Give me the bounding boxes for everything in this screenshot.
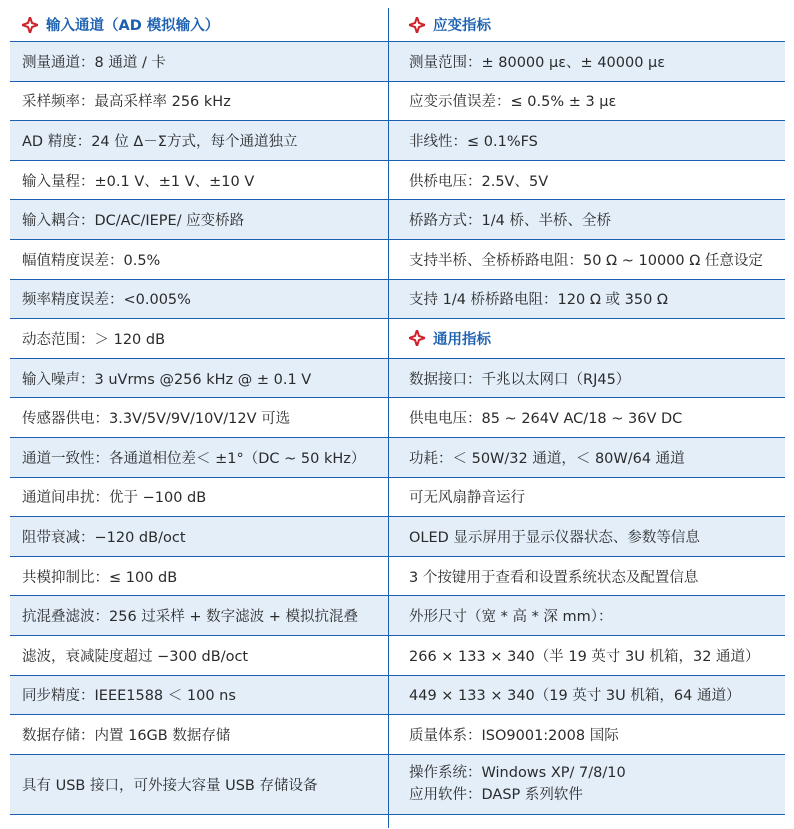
right-column <box>389 8 785 828</box>
spec-text: 应变示值误差：≤ 0.5% ± 3 με <box>409 94 617 111</box>
spec-row <box>389 121 785 161</box>
spec-row <box>389 398 785 438</box>
section-header-general <box>389 319 785 359</box>
spec-row <box>389 359 785 399</box>
spec-row <box>10 200 388 240</box>
spec-table <box>10 8 785 828</box>
spec-row <box>10 398 388 438</box>
spec-text: 幅值精度误差：0.5% <box>22 252 161 269</box>
spec-text: 应用软件：DASP 系列软件 <box>409 787 583 804</box>
spec-row <box>10 478 388 518</box>
spec-row <box>10 596 388 636</box>
spec-text: 动态范围：＞ 120 dB <box>22 331 166 348</box>
spec-text: 输入量程：±0.1 V、±1 V、±10 V <box>22 173 255 190</box>
spec-row <box>389 280 785 320</box>
spec-row <box>389 596 785 636</box>
spec-row <box>10 517 388 557</box>
spec-text: 输入耦合：DC/AC/IEPE/ 应变桥路 <box>22 213 245 230</box>
spec-text: 通道间串扰：优于 −100 dB <box>22 490 207 507</box>
spec-row <box>389 240 785 280</box>
spec-row <box>389 438 785 478</box>
spec-text: 支持 1/4 桥桥路电阻：120 Ω 或 350 Ω <box>409 292 669 309</box>
section-header-strain <box>389 8 785 42</box>
spec-text: 通道一致性：各通道相位差＜ ±1°（DC ~ 50 kHz） <box>22 450 366 467</box>
spec-row <box>10 715 388 755</box>
spec-text: 供桥电压：2.5V、5V <box>409 173 549 190</box>
spec-row <box>10 755 388 815</box>
spec-text: 具有 USB 接口，可外接大容量 USB 存储设备 <box>22 777 318 794</box>
spec-row <box>10 319 388 359</box>
spec-text: 共模抑制比：≤ 100 dB <box>22 569 178 586</box>
four-point-star-icon <box>22 17 38 33</box>
spec-row <box>389 82 785 122</box>
spec-row <box>389 161 785 201</box>
spec-text: 测量通道：8 通道 / 卡 <box>22 54 166 71</box>
spec-text: 266 × 133 × 340（半 19 英寸 3U 机箱，32 通道） <box>409 648 760 665</box>
spec-text: 数据存储：内置 16GB 数据存储 <box>22 727 231 744</box>
spec-text: 功耗：＜ 50W/32 通道，＜ 80W/64 通道 <box>409 450 685 467</box>
spec-row <box>389 715 785 755</box>
spec-row <box>389 517 785 557</box>
spec-text: 传感器供电：3.3V/5V/9V/10V/12V 可选 <box>22 411 291 428</box>
section-header-input-channel <box>10 8 388 42</box>
left-column <box>10 8 389 828</box>
section-title: 通用指标 <box>433 331 491 348</box>
spec-row <box>10 676 388 716</box>
spec-row <box>389 755 785 815</box>
spec-text: 输入噪声：3 uVrms @256 kHz @ ± 0.1 V <box>22 371 312 388</box>
spec-text: 供电电压：85 ~ 264V AC/18 ~ 36V DC <box>409 411 683 428</box>
spec-text: 外形尺寸（宽 * 高 * 深 mm）： <box>409 609 613 626</box>
four-point-star-icon <box>409 330 425 346</box>
spec-row <box>10 359 388 399</box>
spec-text: 数据接口：千兆以太网口（RJ45） <box>409 371 631 388</box>
spec-row <box>10 557 388 597</box>
spec-row <box>10 280 388 320</box>
spec-text: 测量范围：± 80000 με、± 40000 με <box>409 54 666 71</box>
spec-text: 非线性：≤ 0.1%FS <box>409 133 538 150</box>
spec-row <box>10 82 388 122</box>
spec-text: 操作系统：Windows XP/ 7/8/10 <box>409 765 626 782</box>
section-title: 应变指标 <box>433 18 491 34</box>
section-title: 输入通道（AD 模拟输入） <box>46 18 220 34</box>
spec-text: AD 精度：24 位 Δ－Σ方式，每个通道独立 <box>22 133 298 150</box>
spec-text: 同步精度：IEEE1588 ＜ 100 ns <box>22 688 236 705</box>
spec-text: 抗混叠滤波：256 过采样 + 数字滤波 + 模拟抗混叠 <box>22 609 359 626</box>
spec-text: 阻带衰减：−120 dB/oct <box>22 529 186 546</box>
spec-row <box>389 557 785 597</box>
spec-text: 支持半桥、全桥桥路电阻：50 Ω ~ 10000 Ω 任意设定 <box>409 252 763 269</box>
spec-row <box>389 636 785 676</box>
spec-row <box>10 161 388 201</box>
spec-text: 449 × 133 × 340（19 英寸 3U 机箱，64 通道） <box>409 688 741 705</box>
spec-row <box>389 478 785 518</box>
spec-row <box>389 200 785 240</box>
spec-text: 可无风扇静音运行 <box>409 490 525 507</box>
spec-text: 滤波，衰减陡度超过 −300 dB/oct <box>22 648 249 665</box>
spec-row <box>10 42 388 82</box>
spec-row <box>10 121 388 161</box>
spec-text: 质量体系：ISO9001:2008 国际 <box>409 727 619 744</box>
spec-row <box>10 240 388 280</box>
spec-row <box>389 676 785 716</box>
spec-text: 频率精度误差：<0.005% <box>22 292 191 309</box>
spec-row <box>10 438 388 478</box>
spec-text: 3 个按键用于查看和设置系统状态及配置信息 <box>409 569 699 586</box>
four-point-star-icon <box>409 17 425 33</box>
spec-row <box>10 636 388 676</box>
spec-text: OLED 显示屏用于显示仪器状态、参数等信息 <box>409 529 700 546</box>
spec-row <box>389 42 785 82</box>
spec-text: 采样频率：最高采样率 256 kHz <box>22 94 231 111</box>
spec-text: 桥路方式：1/4 桥、半桥、全桥 <box>409 213 611 230</box>
